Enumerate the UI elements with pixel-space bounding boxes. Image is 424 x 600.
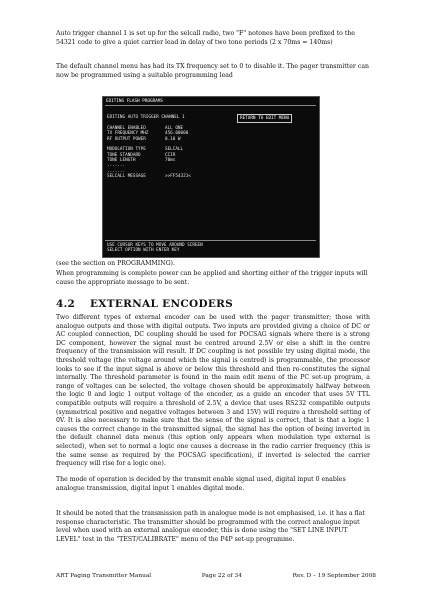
paragraph-external-encoders: Two different types of external encoder can be used with the pager transmitter; those with analogue outputs and those with digital outputs. Two inputs are provided giving a choice of DC or AC coupled connection, DC coupling should be used for POCSAG signals where there is a strong DC component, however the signal must be centred around 2.5V or else a shift in the centre frequency of the transmission will result. If DC coupling is not possible try using digital mode, the threshold voltage (the voltage around which the signal is centred) is programmable, the processor looks to see if the input signal is above or below this threshold and then re-constitutes the signal internally. The threshold parameter is found in the main edit menu of the PC set-up program, a range of voltages can be selected, the voltage chosen should be approximately halfway between the logic 0 and logic 1 output voltage of the encoder, as a guide an encoder that uses 5V TTL compatible outputs will require a threshold of 2.5V, a device that uses RS232 compatible outputs (symmetrical positive and negative voltages between 3 and 15V) will require a threshold setting of 0V. It is also necessary to make sure that the sense of the signal is correct, that is that a logic 1 causes the correct change in the transmitted signal, the signal has the option of being inverted in the default channel data menus (this option only appears when modulation type external is selected), when set to normal a logic one causes a decrease in the radio carrier frequency (this is the same sense as required by the POCSAG specification), if inverted is selected the carrier frequency will rise for a logic one).: [56, 314, 370, 468]
field-value: 0.10 W: [165, 136, 181, 142]
page-footer: [56, 573, 376, 579]
paragraph-analogue-note: It should be noted that the transmission path in analogue mode is not emphasised, i.e. it has a flat response characteristic. The transmitter should be programmed with the correct analogue input level when used with an external analogue encoder, this is done using the "SET LINE INPUT LEVEL" test in the "TEST/CALIBRATE" menu of the P4P set-up programme.: [56, 510, 365, 543]
terminal-fields: [107, 121, 191, 180]
field-row: [107, 137, 191, 142]
return-to-edit-menu-button[interactable]: RETURN TO EDIT MENU: [237, 114, 292, 123]
footer-hint: SELECT OPTION WITH ENTER KEY: [107, 248, 180, 254]
field-key: TONE LENGTH: [107, 158, 136, 164]
footer-manual-title: ART Paging Transmitter Manual: [56, 573, 152, 579]
terminal-divider: [105, 105, 316, 106]
field-value: CCIR: [165, 152, 176, 158]
paragraph-programming-complete: When programming is complete power can be applied and shorting either of the trigger inputs will cause the appropriate message to be sent.: [56, 270, 368, 286]
field-value: SELCALL: [165, 147, 184, 153]
figure-caption: (see the section on PROGRAMMING).: [56, 260, 175, 267]
terminal-screenshot: [102, 96, 320, 258]
paragraph-default-channel: The default channel menu has had its TX frequency set to 0 to disable it. The pager transmitter can now be programmed using a suitable programming lead: [56, 63, 369, 79]
section-heading: [56, 298, 233, 310]
field-value[interactable]: >>FF54321<: [165, 174, 191, 180]
field-key: TONE STANDARD: [107, 152, 141, 158]
field-key: MODULATION TYPE: [107, 147, 146, 153]
terminal-mode: EDITING AUTO TRIGGER CHANNEL 1: [107, 115, 185, 120]
dots: .......: [107, 163, 126, 169]
field-key: CHANNEL ENABLED: [107, 126, 146, 131]
terminal-title: EDITING FLASH PROGRAMS: [106, 99, 163, 104]
field-value: 70ms: [165, 158, 176, 164]
footer-hint: USE CURSOR KEYS TO MOVE AROUND SCREEN: [107, 243, 203, 248]
footer-page-number: Page 22 of 34: [201, 573, 242, 579]
field-key: SELCALL MESSAGE: [107, 174, 146, 180]
paragraph-mode-operation: The mode of operation is decided by the transmit enable signal used, digital input 0 enables analogue transmission, digital input 1 enables digital mode.: [56, 476, 346, 492]
field-value: ALL ONE: [165, 126, 184, 131]
section-title: EXTERNAL ENCODERS: [89, 298, 234, 310]
paragraph-auto-trigger: Auto trigger channel 1 is set up for the selcall radio, two "F" notones have been prefixed to the 54321 code to give a quiet carrier lead in delay of two tone periods (2 x 70ms = 140ms): [56, 30, 355, 46]
field-key: RF OUTPUT POWER: [107, 136, 146, 142]
field-value: 456.00000: [165, 131, 189, 137]
field-key: TX FREQUENCY MHZ: [107, 131, 149, 137]
footer-revision: Rev. D – 19 September 2008: [292, 573, 376, 579]
terminal-footer: [105, 240, 316, 254]
section-number: 4.2: [56, 298, 76, 310]
field-row: [107, 174, 191, 179]
dots: .......: [107, 168, 126, 174]
